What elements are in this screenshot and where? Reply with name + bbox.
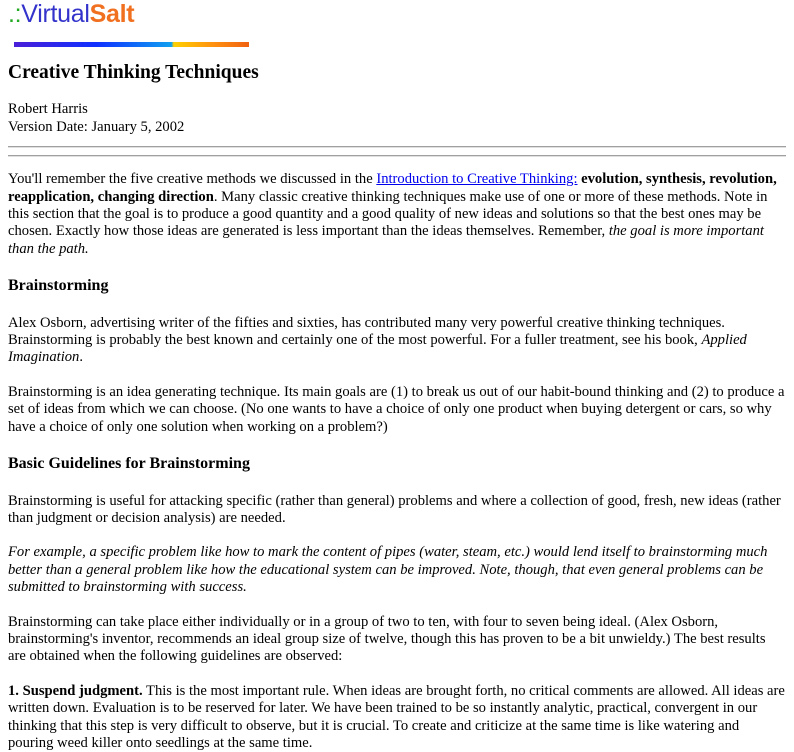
intro-link[interactable]: Introduction to Creative Thinking: xyxy=(376,171,578,188)
heading-brainstorming: Brainstorming xyxy=(8,277,109,295)
divider xyxy=(8,155,786,157)
author: Robert Harris xyxy=(8,101,88,118)
rule-suspend-judgment: 1. Suspend judgment. This is the most important rule. When ideas are brought forth, no critical comments are allowed. All ideas are written down. Evaluation is to be reserved for later. We have been trained to be so instantly analytic, practical, convergent in our thinking that this step is very difficult to observe, but it is crucial. To create and criticize at the same time is like watering and pouring weed killer onto seedlings at the same time. xyxy=(8,682,785,751)
logo-dots: .: xyxy=(8,0,22,28)
page-title: Creative Thinking Techniques xyxy=(8,62,259,83)
paragraph: Alex Osborn, advertising writer of the fifties and sixties, has contributed many very powerful creative thinking techniques. Brainstorming is probably the best known and certainly one of the most powerful. For a fuller treatment, see his book, Applied Imagination. xyxy=(8,314,747,366)
logo-gradient-bar xyxy=(14,42,249,47)
virtualsalt-logo[interactable] xyxy=(8,0,786,50)
paragraph: Brainstorming is useful for attacking specific (rather than general) problems and where a collection of good, fresh, new ideas (rather than judgment or decision analysis) are needed. xyxy=(8,492,781,526)
divider xyxy=(8,146,786,148)
paragraph: Brainstorming is an idea generating technique. Its main goals are (1) to break us out of our habit-bound thinking and (2) to produce a set of ideas from which we can choose. (No one wants to have a choice of only one product when buying detergent or cars, so why have a choice of only one solution when working on a problem?) xyxy=(8,383,785,435)
intro-paragraph: You'll remember the five creative methods we discussed in the Introduction to Creative Thinking: evolution, synthesis, revolution, reapplication, changing direction. Many classic creative thinking techniques make use of one or more of these methods. Note in this section that the goal is to produce a good quantity and a good quality of new ideas and solutions so that the best ones may be chosen. Exactly how those ideas are generated is less important than the ideas themselves. Remember, the goal is more important than the path. xyxy=(8,171,777,257)
example-paragraph: For example, a specific problem like how to mark the content of pipes (water, steam, etc.) would lend itself to brainstorming much better than a general problem like how the educational system can be improved. Note, though, that even general problems can be submitted to brainstorming with success. xyxy=(8,544,768,596)
paragraph: Brainstorming can take place either individually or in a group of two to ten, with four to seven being ideal. (Alex Osborn, brainstorming's inventor, recommends an ideal group size of twelve, though this has proven to be a bit unwieldy.) The best results are obtained when the following guidelines are observed: xyxy=(8,613,766,665)
heading-guidelines: Basic Guidelines for Brainstorming xyxy=(8,455,250,473)
version-date: Version Date: January 5, 2002 xyxy=(8,118,185,135)
logo-virtual: Virtual xyxy=(21,0,90,28)
logo-salt: Salt xyxy=(89,0,135,28)
